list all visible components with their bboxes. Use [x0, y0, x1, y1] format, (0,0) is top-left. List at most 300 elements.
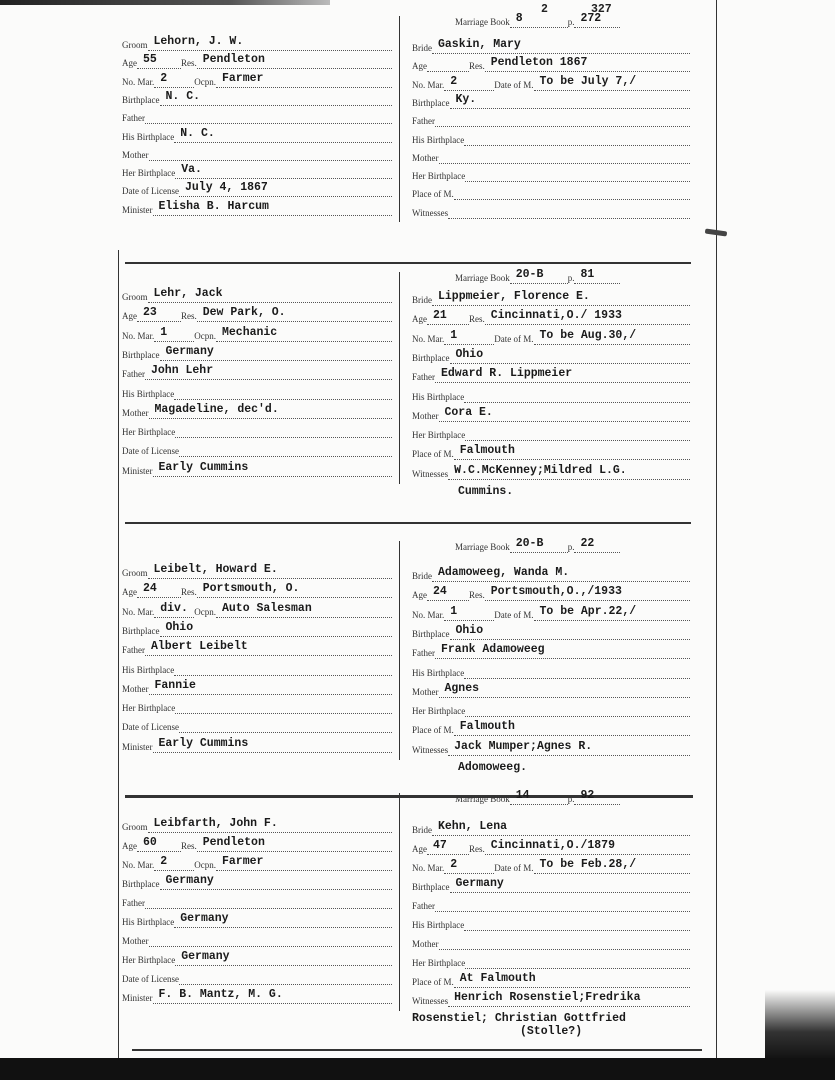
bride-his-birthplace-label: His Birthplace	[412, 391, 465, 402]
groom-label: Groom	[122, 822, 148, 832]
groom-mother-value	[149, 931, 393, 947]
groom-her-birthplace-label: Her Birthplace	[122, 955, 176, 965]
bride-field-row	[412, 166, 690, 182]
bride-birthplace-label: Birthplace	[412, 882, 450, 892]
bride-mother-label: Mother	[412, 939, 439, 949]
groom-field-row	[122, 621, 392, 637]
place-of-marriage-value: Falmouth	[454, 720, 690, 736]
minister-label: Minister	[122, 465, 153, 476]
bride-field-row	[412, 464, 690, 480]
groom-field-row	[122, 384, 392, 400]
bride-her-birthplace-label: Her Birthplace	[412, 958, 466, 968]
top-page-number: 327	[591, 3, 612, 16]
date-of-license-value: July 4, 1867	[179, 181, 392, 197]
groom-field-row	[122, 817, 392, 833]
bride-her-birthplace-value	[465, 425, 690, 441]
bride-field-row	[412, 663, 690, 679]
groom-field-row	[122, 364, 392, 380]
minister-label: Minister	[122, 741, 153, 752]
bride-father-label: Father	[412, 116, 435, 127]
bride-value: Kehn, Lena	[432, 820, 690, 836]
groom-father-value: John Lehr	[145, 364, 392, 380]
groom-field-row	[122, 988, 392, 1004]
groom-father-label: Father	[122, 645, 145, 656]
groom-field-row	[122, 90, 392, 106]
groom-field-row	[122, 403, 392, 419]
groom-age-value: 55	[137, 53, 181, 69]
date-of-marriage-value: To be Aug.30,/	[534, 329, 691, 345]
groom-ocpn-label: Ocpn.	[194, 330, 216, 341]
bride-res-label: Res.	[469, 61, 485, 72]
bride-label: Bride	[412, 571, 432, 581]
bride-no-mar-value: 2	[444, 75, 494, 91]
page-value: 22	[574, 537, 620, 553]
bride-no-mar-label: No. Mar.	[412, 333, 445, 344]
groom-field-row	[122, 441, 392, 457]
groom-ocpn-value: Farmer	[216, 855, 392, 871]
groom-field-row	[122, 35, 392, 51]
groom-father-label: Father	[122, 369, 145, 380]
witnesses-value: Jack Mumper;Agnes R.	[448, 740, 690, 756]
bride-field-row	[412, 148, 690, 164]
groom-ocpn-value: Farmer	[216, 72, 392, 88]
place-of-marriage-value: At Falmouth	[454, 972, 690, 988]
groom-mother-label: Mother	[122, 683, 149, 694]
groom-no-mar-label: No. Mar.	[122, 330, 155, 341]
bride-mother-label: Mother	[412, 686, 439, 697]
bride-mother-value	[439, 148, 691, 164]
groom-res-label: Res.	[181, 841, 197, 851]
bride-no-mar-value: 1	[444, 605, 494, 621]
bride-birthplace-value: Ky.	[450, 93, 691, 109]
bride-his-birthplace-label: His Birthplace	[412, 667, 465, 678]
witnesses-continued: Adomoweeg.	[458, 761, 528, 774]
bride-her-birthplace-label: Her Birthplace	[412, 430, 466, 441]
bride-field-row	[412, 740, 690, 756]
groom-field-row	[122, 893, 392, 909]
witnesses-label: Witnesses	[412, 468, 449, 479]
column-divider	[399, 16, 400, 222]
bride-field-row	[412, 75, 690, 91]
groom-res-label: Res.	[181, 587, 197, 598]
date-of-license-label: Date of License	[122, 186, 179, 197]
groom-father-value	[145, 893, 392, 909]
groom-age-value: 60	[137, 836, 181, 852]
groom-no-mar-value: 1	[154, 326, 194, 342]
bride-value: Lippmeier, Florence E.	[432, 290, 690, 306]
groom-field-row	[122, 127, 392, 143]
date-of-license-value	[179, 717, 392, 733]
groom-res-value: Portsmouth, O.	[197, 582, 392, 598]
column-divider	[399, 793, 400, 1011]
bride-age-label: Age	[412, 61, 427, 72]
page-border-left	[118, 250, 119, 1058]
bride-res-value: Pendleton 1867	[485, 56, 690, 72]
groom-his-birthplace-label: His Birthplace	[122, 664, 175, 675]
groom-field-row	[122, 72, 392, 88]
groom-birthplace-value: N. C.	[160, 90, 393, 106]
bride-field-row	[412, 682, 690, 698]
minister-value: F. B. Mantz, M. G.	[153, 988, 393, 1004]
groom-no-mar-value: 2	[154, 72, 194, 88]
bride-age-label: Age	[412, 844, 427, 854]
bride-father-value	[435, 111, 690, 127]
bride-no-mar-value: 2	[444, 858, 494, 874]
groom-age-label: Age	[122, 587, 137, 598]
groom-field-row	[122, 737, 392, 753]
groom-his-birthplace-label: His Birthplace	[122, 917, 175, 927]
groom-field-row	[122, 717, 392, 733]
bride-res-value: Cincinnati,O./ 1933	[485, 309, 690, 325]
groom-age-label: Age	[122, 311, 137, 322]
bride-field-row	[412, 184, 690, 200]
page-label: p.	[567, 794, 575, 804]
place-of-marriage-label: Place of M.	[412, 725, 454, 736]
date-of-marriage-label: Date of M.	[494, 863, 534, 873]
column-divider	[399, 272, 400, 484]
groom-birthplace-label: Birthplace	[122, 879, 160, 889]
date-of-license-label: Date of License	[122, 974, 179, 984]
bride-his-birthplace-label: His Birthplace	[412, 134, 465, 145]
minister-label: Minister	[122, 204, 153, 215]
marriage-book-label: Marriage Book	[455, 273, 510, 283]
bride-birthplace-value: Ohio	[450, 624, 691, 640]
bride-his-birthplace-value	[464, 915, 690, 931]
groom-her-birthplace-label: Her Birthplace	[122, 427, 176, 438]
date-of-marriage-value: To be Apr.22,/	[534, 605, 691, 621]
groom-father-value	[145, 108, 392, 124]
witnesses-continued: Rosenstiel; Christian Gottfried	[412, 1012, 626, 1025]
groom-field-row	[122, 969, 392, 985]
groom-res-value: Pendleton	[197, 836, 392, 852]
minister-value: Early Cummins	[153, 737, 393, 753]
bride-field-row	[412, 56, 690, 72]
scan-edge-right	[765, 990, 835, 1060]
groom-field-row	[122, 563, 392, 579]
bride-field-row	[412, 111, 690, 127]
marriage-book-value: 20-B	[510, 537, 568, 553]
bride-field-row	[412, 896, 690, 912]
groom-field-row	[122, 698, 392, 714]
groom-label: Groom	[122, 40, 148, 50]
groom-field-row	[122, 461, 392, 477]
bride-field-row	[412, 877, 690, 893]
card-divider	[125, 522, 691, 524]
groom-mother-value: Fannie	[149, 679, 393, 695]
bride-field-row	[412, 38, 690, 54]
witnesses-label: Witnesses	[412, 744, 449, 755]
groom-his-birthplace-value	[174, 384, 392, 400]
date-of-license-label: Date of License	[122, 446, 179, 457]
bride-value: Gaskin, Mary	[432, 38, 690, 54]
bride-age-value	[427, 56, 469, 72]
groom-field-row	[122, 874, 392, 890]
groom-her-birthplace-value	[175, 698, 392, 714]
card-divider	[132, 1049, 702, 1051]
groom-birthplace-value: Germany	[160, 345, 393, 361]
groom-birthplace-label: Birthplace	[122, 625, 160, 636]
groom-field-row	[122, 326, 392, 342]
page-label: p.	[567, 17, 575, 27]
page-value: 81	[574, 268, 620, 284]
witnesses-value: W.C.McKenney;Mildred L.G.	[448, 464, 690, 480]
date-of-license-label: Date of License	[122, 722, 179, 733]
bride-mother-value	[439, 934, 691, 950]
bride-his-birthplace-value	[464, 387, 690, 403]
bride-mother-value: Cora E.	[439, 406, 691, 422]
bride-birthplace-value: Germany	[450, 877, 691, 893]
groom-father-value: Albert Leibelt	[145, 640, 392, 656]
bride-father-label: Father	[412, 648, 435, 659]
date-of-marriage-value: To be July 7,/	[534, 75, 691, 91]
groom-value: Lehr, Jack	[148, 287, 393, 303]
groom-her-birthplace-value	[175, 422, 392, 438]
groom-age-label: Age	[122, 58, 137, 69]
groom-age-value: 24	[137, 582, 181, 598]
groom-ocpn-value: Auto Salesman	[216, 602, 392, 618]
bride-field-row	[412, 425, 690, 441]
bride-mother-value: Agnes	[439, 682, 691, 698]
place-of-marriage-value	[454, 184, 690, 200]
bride-field-row	[412, 972, 690, 988]
marriage-book-value: 14	[510, 789, 568, 805]
groom-res-label: Res.	[181, 311, 197, 322]
minister-value: Elisha B. Harcum	[153, 200, 393, 216]
bride-field-row	[412, 387, 690, 403]
bride-his-birthplace-value	[464, 663, 690, 679]
groom-birthplace-label: Birthplace	[122, 94, 160, 105]
groom-his-birthplace-value	[174, 660, 392, 676]
groom-field-row	[122, 912, 392, 928]
groom-field-row	[122, 287, 392, 303]
groom-his-birthplace-label: His Birthplace	[122, 131, 175, 142]
groom-ocpn-label: Ocpn.	[194, 606, 216, 617]
bride-birthplace-label: Birthplace	[412, 628, 450, 639]
bride-birthplace-label: Birthplace	[412, 97, 450, 108]
bride-his-birthplace-value	[464, 130, 690, 146]
bride-field-row	[412, 991, 690, 1007]
groom-field-row	[122, 345, 392, 361]
groom-value: Leibfarth, John F.	[148, 817, 393, 833]
scan-edge-top	[0, 0, 330, 5]
groom-age-value: 23	[137, 306, 181, 322]
bride-field-row	[412, 915, 690, 931]
groom-res-value: Pendleton	[197, 53, 392, 69]
bride-mother-label: Mother	[412, 410, 439, 421]
marriage-book-label: Marriage Book	[455, 542, 510, 552]
bride-field-row	[412, 953, 690, 969]
groom-his-birthplace-value: Germany	[174, 912, 392, 928]
marriage-book	[455, 268, 655, 284]
groom-field-row	[122, 640, 392, 656]
bride-value: Adamoweeg, Wanda M.	[432, 566, 690, 582]
bride-field-row	[412, 290, 690, 306]
bride-age-label: Age	[412, 314, 427, 325]
groom-father-label: Father	[122, 113, 145, 124]
groom-ocpn-label: Ocpn.	[194, 76, 216, 87]
groom-value: Lehorn, J. W.	[148, 35, 393, 51]
groom-field-row	[122, 163, 392, 179]
groom-value: Leibelt, Howard E.	[148, 563, 393, 579]
groom-her-birthplace-label: Her Birthplace	[122, 703, 176, 714]
bride-her-birthplace-value	[465, 953, 690, 969]
marriage-book-value: 8	[510, 12, 568, 28]
bride-no-mar-value: 1	[444, 329, 494, 345]
page-border-right	[716, 0, 717, 1058]
bride-field-row	[412, 566, 690, 582]
groom-mother-value: Magadeline, dec'd.	[149, 403, 393, 419]
groom-birthplace-value: Germany	[160, 874, 393, 890]
groom-field-row	[122, 855, 392, 871]
bride-no-mar-label: No. Mar.	[412, 863, 445, 873]
groom-res-label: Res.	[181, 58, 197, 69]
marriage-book	[455, 789, 655, 805]
bride-her-birthplace-value	[465, 166, 690, 182]
bride-birthplace-label: Birthplace	[412, 352, 450, 363]
bride-res-label: Res.	[469, 844, 485, 854]
witnesses-continued: Cummins.	[458, 485, 514, 498]
bride-mother-label: Mother	[412, 152, 439, 163]
groom-field-row	[122, 931, 392, 947]
groom-field-row	[122, 181, 392, 197]
card-divider	[125, 262, 691, 264]
bride-field-row	[412, 93, 690, 109]
bride-field-row	[412, 820, 690, 836]
groom-label: Groom	[122, 292, 148, 302]
scan-edge-bottom	[0, 1058, 835, 1080]
groom-no-mar-label: No. Mar.	[122, 76, 155, 87]
bride-label: Bride	[412, 295, 432, 305]
bride-field-row	[412, 605, 690, 621]
bride-field-row	[412, 858, 690, 874]
bride-father-label: Father	[412, 901, 435, 911]
witnesses-value	[448, 203, 690, 219]
bride-field-row	[412, 348, 690, 364]
bride-field-row	[412, 406, 690, 422]
witnesses-label: Witnesses	[412, 207, 449, 218]
page-value: 92	[574, 789, 620, 805]
groom-mother-label: Mother	[122, 149, 149, 160]
bride-field-row	[412, 130, 690, 146]
page-value: 272	[574, 12, 620, 28]
bride-her-birthplace-label: Her Birthplace	[412, 171, 466, 182]
bride-res-value: Portsmouth,O.,/1933	[485, 585, 690, 601]
bride-her-birthplace-value	[465, 701, 690, 717]
marriage-book-label: Marriage Book	[455, 794, 510, 804]
date-of-marriage-value: To be Feb.28,/	[534, 858, 691, 874]
groom-field-row	[122, 53, 392, 69]
groom-field-row	[122, 200, 392, 216]
date-of-license-value	[179, 441, 392, 457]
bride-age-label: Age	[412, 590, 427, 601]
groom-mother-label: Mother	[122, 407, 149, 418]
bride-label: Bride	[412, 43, 432, 53]
groom-her-birthplace-value: Germany	[175, 950, 392, 966]
groom-birthplace-value: Ohio	[160, 621, 393, 637]
bride-birthplace-value: Ohio	[450, 348, 691, 364]
groom-field-row	[122, 602, 392, 618]
top-book-number: 2	[541, 3, 548, 16]
minister-label: Minister	[122, 993, 153, 1003]
bride-res-label: Res.	[469, 314, 485, 325]
groom-res-value: Dew Park, O.	[197, 306, 392, 322]
groom-field-row	[122, 679, 392, 695]
bride-field-row	[412, 643, 690, 659]
bride-no-mar-label: No. Mar.	[412, 609, 445, 620]
groom-no-mar-value: 2	[154, 855, 194, 871]
bride-father-label: Father	[412, 372, 435, 383]
bride-field-row	[412, 367, 690, 383]
witnesses-value: Henrich Rosenstiel;Fredrika	[448, 991, 690, 1007]
place-of-marriage-label: Place of M.	[412, 449, 454, 460]
groom-age-label: Age	[122, 841, 137, 851]
groom-no-mar-label: No. Mar.	[122, 606, 155, 617]
groom-field-row	[122, 145, 392, 161]
groom-his-birthplace-value: N. C.	[174, 127, 392, 143]
bride-age-value: 21	[427, 309, 469, 325]
groom-no-mar-value: div.	[154, 602, 194, 618]
bride-field-row	[412, 585, 690, 601]
date-of-license-value	[179, 969, 392, 985]
groom-ocpn-value: Mechanic	[216, 326, 392, 342]
date-of-marriage-label: Date of M.	[494, 333, 534, 344]
bride-his-birthplace-label: His Birthplace	[412, 920, 465, 930]
groom-field-row	[122, 950, 392, 966]
bride-field-row	[412, 309, 690, 325]
marriage-book-label: Marriage Book	[455, 17, 510, 27]
groom-ocpn-label: Ocpn.	[194, 860, 216, 870]
date-of-marriage-label: Date of M.	[494, 609, 534, 620]
bride-age-value: 47	[427, 839, 469, 855]
groom-field-row	[122, 582, 392, 598]
bride-her-birthplace-label: Her Birthplace	[412, 706, 466, 717]
bride-age-value: 24	[427, 585, 469, 601]
groom-no-mar-label: No. Mar.	[122, 860, 155, 870]
marriage-book-value: 20-B	[510, 268, 568, 284]
date-of-marriage-label: Date of M.	[494, 79, 534, 90]
groom-field-row	[122, 108, 392, 124]
bride-father-value: Edward R. Lippmeier	[435, 367, 690, 383]
groom-her-birthplace-label: Her Birthplace	[122, 168, 176, 179]
groom-field-row	[122, 836, 392, 852]
bride-res-value: Cincinnati,O./1879	[485, 839, 690, 855]
bride-field-row	[412, 701, 690, 717]
place-of-marriage-label: Place of M.	[412, 189, 454, 200]
minister-value: Early Cummins	[153, 461, 393, 477]
groom-mother-value	[149, 145, 393, 161]
bride-father-value	[435, 896, 690, 912]
bride-field-row	[412, 624, 690, 640]
page-label: p.	[567, 273, 575, 283]
marriage-book	[455, 537, 655, 553]
marriage-book	[455, 12, 655, 28]
place-of-marriage-value: Falmouth	[454, 444, 690, 460]
bride-field-row	[412, 720, 690, 736]
bride-field-row	[412, 839, 690, 855]
bride-res-label: Res.	[469, 590, 485, 601]
groom-field-row	[122, 306, 392, 322]
bride-father-value: Frank Adamoweeg	[435, 643, 690, 659]
groom-birthplace-label: Birthplace	[122, 349, 160, 360]
groom-her-birthplace-value: Va.	[175, 163, 392, 179]
groom-his-birthplace-label: His Birthplace	[122, 388, 175, 399]
groom-mother-label: Mother	[122, 936, 149, 946]
witnesses-label: Witnesses	[412, 996, 449, 1006]
bride-field-row	[412, 329, 690, 345]
place-of-marriage-label: Place of M.	[412, 977, 454, 987]
bride-field-row	[412, 203, 690, 219]
bride-field-row	[412, 444, 690, 460]
